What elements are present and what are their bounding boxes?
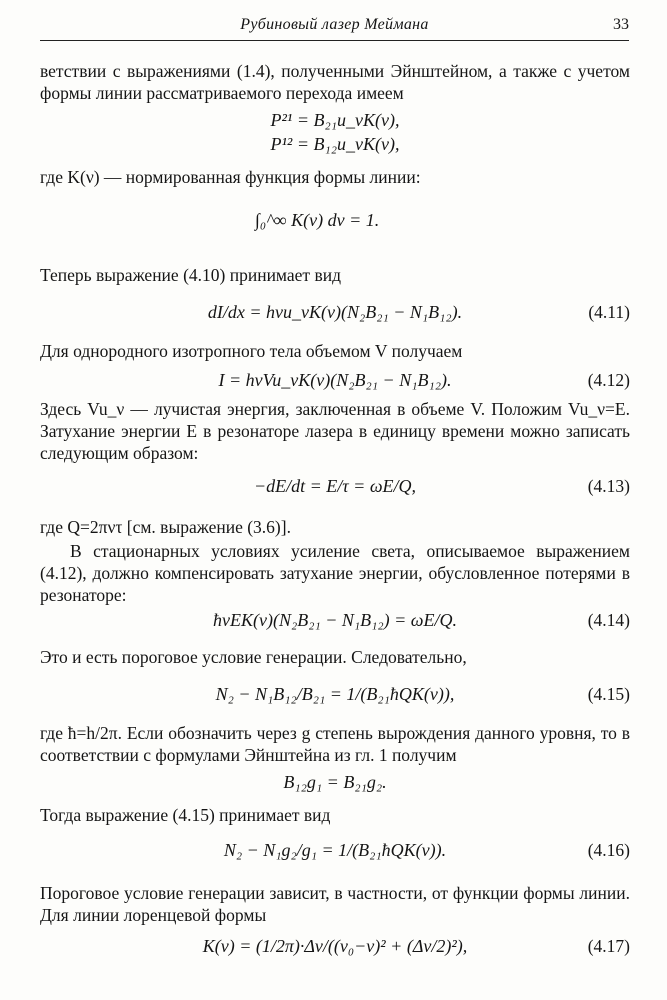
equation-4-11: [40, 296, 630, 328]
equation-p21-text: P²¹ = B₂₁u_νK(ν),: [270, 110, 400, 130]
equation-4-15-text: N₂ − N₁B₁₂/B₂₁ = 1/(B₂₁ħQK(ν)),: [215, 684, 455, 704]
equation-number-4-13: (4.13): [587, 476, 630, 496]
normalization-integral: [255, 196, 415, 256]
paragraph-8: Это и есть пороговое условие генерации. Следовательно,: [40, 647, 467, 667]
paragraph-3: Теперь выражение (4.10) принимает вид: [40, 265, 341, 285]
equation-4-14-text: ħνEK(ν)(N₂B₂₁ − N₁B₁₂) = ωE/Q.: [212, 610, 457, 630]
equation-4-12-text: I = hνVu_νK(ν)(N₂B₂₁ − N₁B₁₂).: [218, 370, 452, 390]
equation-4-12: [40, 364, 630, 396]
equation-4-15: [40, 678, 630, 710]
equation-degeneracy: [40, 766, 630, 798]
equation-4-16: [40, 834, 630, 866]
paragraph-10: Тогда выражение (4.15) принимает вид: [40, 805, 331, 825]
page-number: 33: [613, 16, 629, 33]
paragraph-1: ветствии с выражениями (1.4), полученными Эйнштейном, а также с учетом формы линии рассматриваемого перехода имеем: [40, 61, 630, 103]
equation-number-4-11: (4.11): [588, 302, 630, 322]
equation-4-16-text: N₂ − N₁g₂/g₁ = 1/(B₂₁ħQK(ν)).: [223, 840, 447, 860]
equation-4-13-text: −dE/dt = E/τ = ωE/Q,: [253, 476, 417, 496]
paragraph-5: Здесь Vu_ν — лучистая энергия, заключенная в объеме V. Положим Vu_ν=E. Затухание энергии E в резонаторе лазера в единицу времени можно записать следующим образом:: [40, 399, 630, 463]
integral-text: ∫₀^∞ K(ν) dν = 1.: [255, 210, 380, 230]
equation-4-17: [40, 930, 630, 962]
paragraph-4: Для однородного изотропного тела объемом V получаем: [40, 341, 463, 361]
equation-4-11-text: dI/dx = hνu_νK(ν)(N₂B₂₁ − N₁B₁₂).: [207, 302, 463, 322]
paragraph-11: Пороговое условие генерации зависит, в частности, от функции формы линии. Для линии лоренцевой формы: [40, 883, 630, 925]
paragraph-9: где ħ=h/2π. Если обозначить через g степень вырождения данного уровня, то в соответствии с формулами Эйнштейна из гл. 1 получим: [40, 723, 630, 765]
equation-4-17-text: K(ν) = (1/2π)·Δν/((ν₀−ν)² + (Δν/2)²),: [202, 936, 468, 956]
equation-p12-text: P¹² = B₁₂u_νK(ν),: [270, 134, 400, 154]
equation-number-4-15: (4.15): [587, 684, 630, 704]
equation-p12: [40, 128, 630, 160]
equation-degeneracy-text: B₁₂g₁ = B₂₁g₂.: [283, 772, 387, 792]
page-header: [40, 14, 629, 41]
equation-4-13: [40, 470, 630, 502]
equation-number-4-12: (4.12): [587, 370, 630, 390]
equation-number-4-14: (4.14): [587, 610, 630, 630]
equation-number-4-16: (4.16): [587, 840, 630, 860]
running-title: Рубиновый лазер Меймана: [240, 16, 429, 33]
paragraph-7: В стационарных условиях усиление света, описываемое выражением (4.12), должно компенсировать затухание энергии, обусловленное потерями в резонаторе:: [40, 541, 630, 605]
paragraph-6: где Q=2πντ [см. выражение (3.6)].: [40, 517, 291, 537]
equation-4-14: [40, 604, 630, 636]
equation-number-4-17: (4.17): [587, 936, 630, 956]
paragraph-2: где K(ν) — нормированная функция формы линии:: [40, 167, 421, 187]
